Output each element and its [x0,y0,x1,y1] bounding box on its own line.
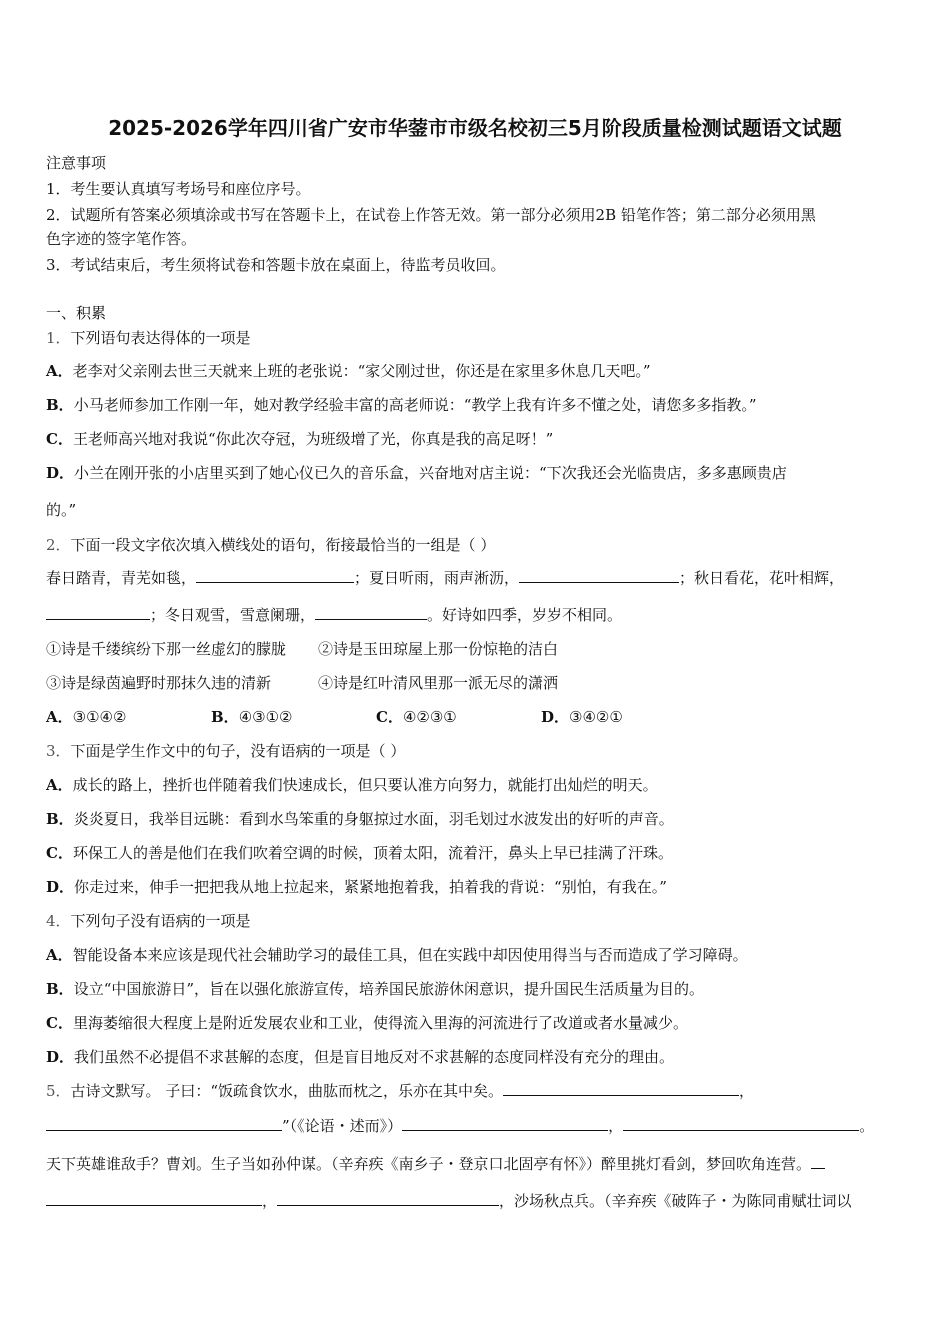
q2-option-a [46,706,211,727]
option-label: D． [541,708,570,726]
option-text: 智能设备本来应该是现代社会辅助学习的最佳工具，但在实践中却因使用得当与否而造成了学习障碍。 [72,946,748,964]
q2-option-b [211,706,376,727]
q3-option-c [46,842,673,863]
q2-options [46,706,623,727]
option-text: 环保工人的善是他们在我们吹着空调的时候，顶着太阳，流着汗，鼻头上早已挂满了汗珠。 [72,844,673,862]
option-text: 小兰在刚开张的小店里买到了她心仪已久的音乐盒，兴奋地对店主说：“下次我还会光临贵店，多多惠顾贵店 [74,464,787,482]
option-label: A． [46,362,73,380]
punctuation: ， [739,1082,755,1100]
option-label: A． [46,708,73,726]
option-text: 小马老师参加工作刚一年，她对教学经验丰富的高老师说：“教学上我有许多不懂之处，请您多多指教。” [73,396,757,414]
q5-line-4 [46,1190,852,1211]
option-label: C． [46,844,73,862]
choice-2: ②诗是玉田琼屋上那一份惊艳的洁白 [318,640,559,658]
option-text: ④②③① [402,708,457,726]
option-text: 王老师高兴地对我说“你此次夺冠，为班级增了光，你真是我的高足呀！” [72,430,554,448]
q2-option-d [541,708,623,726]
passage-text: ；冬日观雪，雪意阑珊， [150,606,316,624]
q2-choices-row-2 [46,672,558,693]
q4-option-b [46,978,704,999]
answer-blank[interactable] [46,605,150,620]
answer-blank[interactable] [277,1191,499,1206]
option-label: A． [46,946,73,964]
punctuation: 。 [859,1117,875,1135]
notice-item-2: 2．试题所有答案必须填涂或书写在答题卡上，在试卷上作答无效。第一部分必须用2B 铅笔作答；第二部分必须用黑 [46,206,816,224]
question-1 [46,327,251,348]
question-4 [46,910,251,931]
q2-choices-row-1 [46,638,558,659]
exam-title: 2025-2026学年四川省广安市华蓥市市级名校初三5月阶段质量检测试题语文试题 [108,116,842,140]
question-number: 2． [46,536,71,554]
question-stem: 古诗文默写。 子曰：“饭疏食饮水，曲肱而枕之，乐亦在其中矣。 [70,1082,503,1100]
q5-line-3 [46,1153,825,1174]
choice-3: ③诗是绿茵遍野时那抹久违的清新 [46,674,272,692]
answer-blank[interactable] [811,1154,825,1169]
option-label: A． [46,776,73,794]
answer-blank[interactable] [46,1191,262,1206]
passage-text: ；夏日听雨，雨声淅沥， [354,569,520,587]
option-text: 我们虽然不必提倡不求甚解的态度，但是盲目地反对不求甚解的态度同样没有充分的理由。 [74,1048,675,1066]
option-label: D． [46,1048,75,1066]
option-label: D． [46,464,75,482]
punctuation: ， [608,1117,624,1135]
passage-text: 。好诗如四季，岁岁不相同。 [427,606,623,624]
question-stem: 下面是学生作文中的句子，没有语病的一项是（ ） [70,742,406,760]
answer-blank[interactable] [623,1116,859,1131]
q5-line-2 [46,1115,874,1136]
question-number: 3． [46,742,71,760]
notice-heading: 注意事项 [46,154,107,172]
notice-item-3: 3．考试结束后，考生须将试卷和答题卡放在桌面上，待监考员收回。 [46,256,506,274]
q3-option-d [46,876,667,897]
q1-option-d-cont: 的。” [46,501,77,519]
question-5 [46,1080,754,1101]
answer-blank[interactable] [46,1116,282,1131]
passage-text: 春日踏青，青芜如毯， [46,569,197,587]
notice-item-1: 1．考生要认真填写考场号和座位序号。 [46,180,311,198]
option-text: 老李对父亲刚去世三天就来上班的老张说：“家父刚过世，你还是在家里多休息几天吧。” [72,362,651,380]
q1-option-c [46,428,553,449]
question-3 [46,740,405,761]
answer-blank[interactable] [402,1116,608,1131]
option-label: B． [211,708,239,726]
question-stem: 下面一段文字依次填入横线处的语句，衔接最恰当的一组是（ ） [70,536,496,554]
choice-1: ①诗是千缕缤纷下那一丝虚幻的朦胧 [46,640,287,658]
choice-4: ④诗是红叶清风里那一派无尽的潇洒 [318,674,559,692]
q3-option-a [46,774,658,795]
question-number: 4． [46,912,71,930]
q4-option-c [46,1012,688,1033]
q4-option-d [46,1046,674,1067]
question-number: 5． [46,1082,71,1100]
question-number: 1． [46,329,71,347]
passage-text: ；秋日看花，花叶相辉， [679,569,845,587]
option-label: C． [46,1014,73,1032]
q4-option-a [46,944,748,965]
answer-blank[interactable] [196,568,354,583]
option-text: ③④②① [569,708,623,726]
option-label: B． [46,810,74,828]
answer-blank[interactable] [503,1081,739,1096]
poem-text: ，沙场秋点兵。（辛弃疾《破阵子・为陈同甫赋壮词以 [499,1192,852,1210]
question-stem: 下列句子没有语病的一项是 [70,912,251,930]
answer-blank[interactable] [315,605,427,620]
poem-text: 天下英雄谁敌手？曹刘。生子当如孙仲谋。（辛弃疾《南乡子・登京口北固亭有怀》）醉里挑灯看剑，梦回吹角连营。 [46,1155,812,1173]
section-heading: 一、积累 [46,304,107,322]
option-label: C． [376,708,403,726]
option-text: 里海萎缩很大程度上是附近发展农业和工业，使得流入里海的河流进行了改道或者水量减少。 [72,1014,688,1032]
q1-option-d [46,462,787,483]
q2-passage-line-2 [46,604,622,625]
option-text: 你走过来，伸手一把把我从地上拉起来，紧紧地抱着我，拍着我的背说：“别怕，有我在。” [74,878,667,896]
option-label: B． [46,980,74,998]
answer-blank[interactable] [519,568,679,583]
q2-passage-line-1 [46,567,844,588]
option-label: B． [46,396,74,414]
question-2 [46,534,495,555]
option-text: ④③①② [238,708,293,726]
question-stem: 下列语句表达得体的一项是 [70,329,251,347]
option-text: 炎炎夏日，我举目远眺：看到水鸟笨重的身躯掠过水面，羽毛划过水波发出的好听的声音。 [73,810,674,828]
q1-option-b [46,394,757,415]
option-text: 成长的路上，挫折也伴随着我们快速成长，但只要认准方向努力，就能打出灿烂的明天。 [72,776,658,794]
option-label: C． [46,430,73,448]
q3-option-b [46,808,674,829]
q1-option-a [46,360,650,381]
option-text: 设立“中国旅游日”，旨在以强化旅游宣传，培养国民旅游休闲意识，提升国民生活质量为目的。 [73,980,705,998]
option-text: ③①④② [72,708,127,726]
notice-item-2-cont: 色字迹的签字笔作答。 [46,230,197,248]
q2-option-c [376,706,541,727]
option-label: D． [46,878,75,896]
source-text: ”（《论语・述而》） [282,1117,403,1135]
punctuation: ， [262,1192,278,1210]
